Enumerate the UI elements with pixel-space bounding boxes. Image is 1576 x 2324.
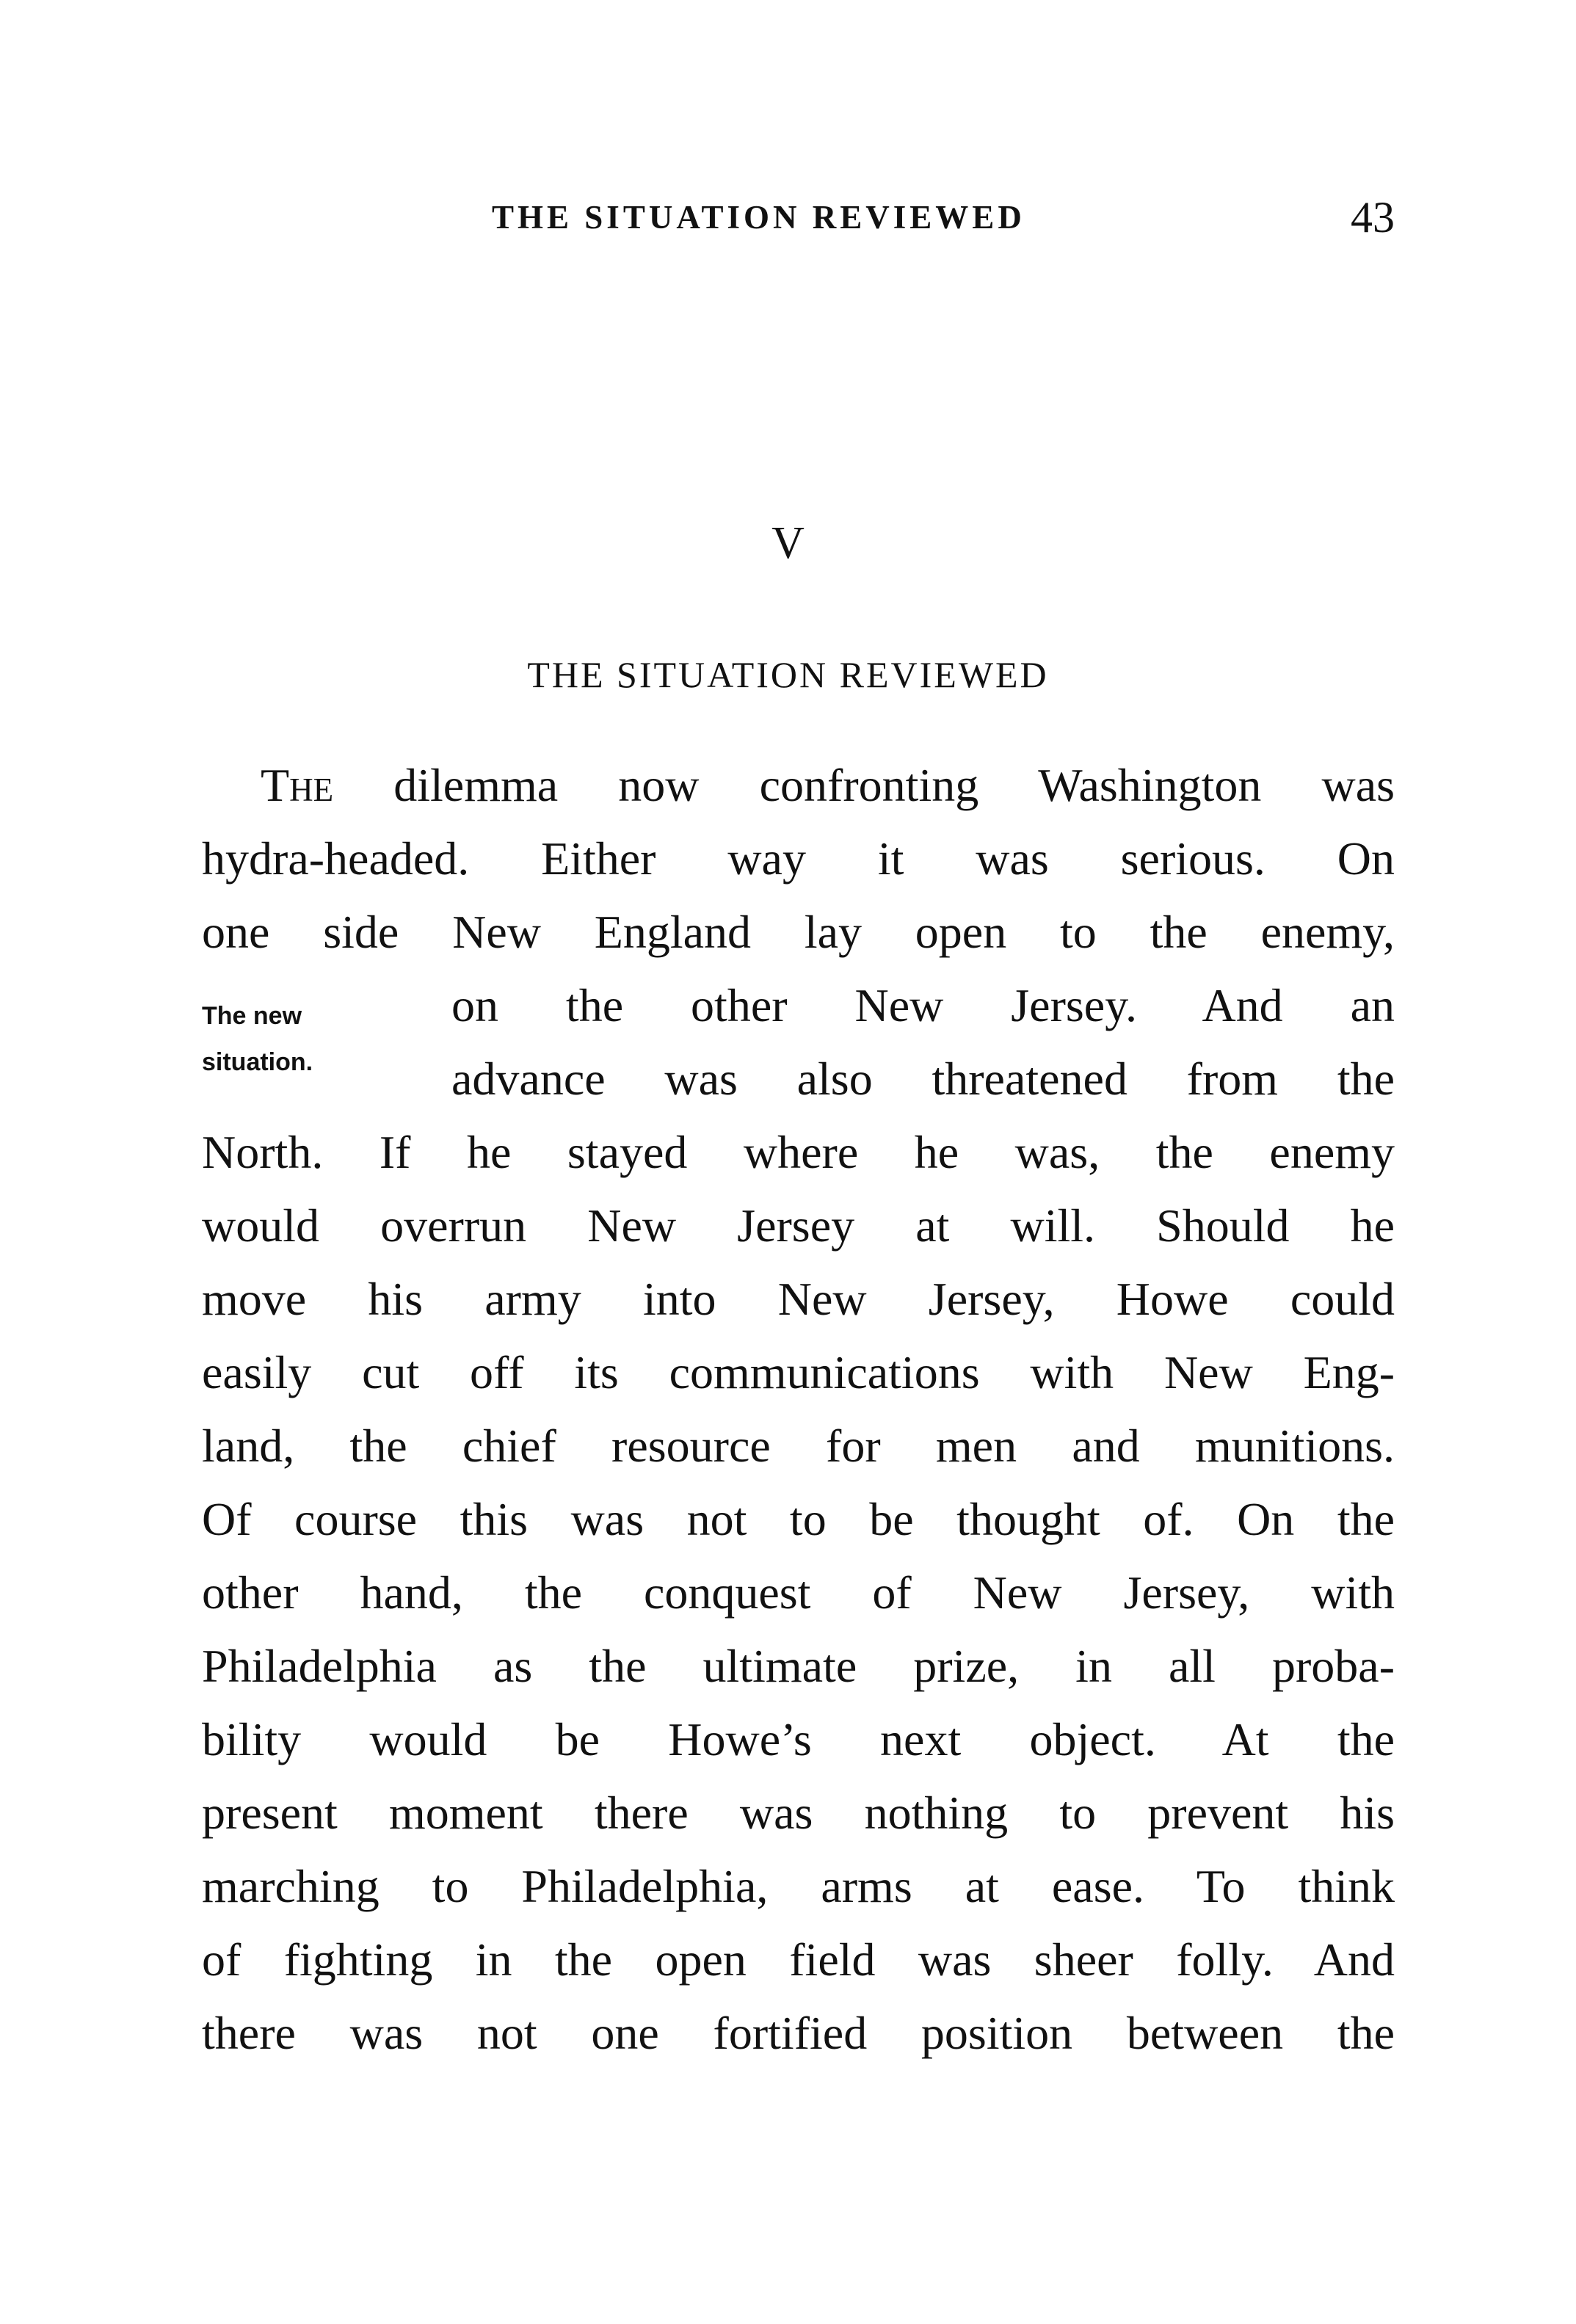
- paragraph-line: other hand, the conquest of New Jersey, with: [202, 1566, 1395, 1619]
- paragraph-line: easily cut off its communications with New Eng-: [202, 1346, 1395, 1398]
- paragraph-line: bility would be Howe’s next object. At the: [202, 1713, 1395, 1765]
- chapter-title: THE SITUATION REVIEWED: [527, 654, 1049, 695]
- running-title: THE SITUATION REVIEWED: [492, 199, 1025, 236]
- running-header: [206, 192, 1395, 251]
- paragraph-line: one side New England lay open to the enemy,: [202, 906, 1395, 958]
- paragraph-line: of fighting in the open field was sheer folly. And: [202, 1933, 1395, 1986]
- paragraph-line: move his army into New Jersey, Howe could: [202, 1273, 1395, 1325]
- paragraph-line: on the other New Jersey. And an: [451, 979, 1395, 1031]
- body-paragraph: [202, 749, 1395, 2070]
- paragraph-line: North. If he stayed where he was, the enemy: [202, 1126, 1395, 1178]
- margin-note-line-2: situation.: [202, 1048, 313, 1076]
- paragraph-line: advance was also threatened from the: [451, 1053, 1395, 1105]
- paragraph-line: hydra-headed. Either way it was serious. On: [202, 832, 1395, 885]
- drop-word: The: [261, 759, 334, 811]
- margin-note-line-1: The new: [202, 1002, 302, 1030]
- paragraph-line: would overrun New Jersey at will. Should he: [202, 1199, 1395, 1252]
- paragraph-line: marching to Philadelphia, arms at ease. To think: [202, 1860, 1395, 1912]
- chapter-number: V: [771, 518, 805, 568]
- first-line-text: dilemma now confronting Washington was: [333, 759, 1395, 811]
- paragraph-line: land, the chief resource for men and munitions.: [202, 1420, 1395, 1472]
- paragraph-line: Philadelphia as the ultimate prize, in all proba-: [202, 1640, 1395, 1692]
- paragraph-line: there was not one fortified position between the: [202, 2007, 1395, 2059]
- paragraph-line: present moment there was nothing to prevent his: [202, 1787, 1395, 1839]
- paragraph-line: Of course this was not to be thought of. On the: [202, 1493, 1395, 1545]
- paragraph-line-1: [202, 749, 1395, 822]
- page-number: 43: [1351, 193, 1395, 242]
